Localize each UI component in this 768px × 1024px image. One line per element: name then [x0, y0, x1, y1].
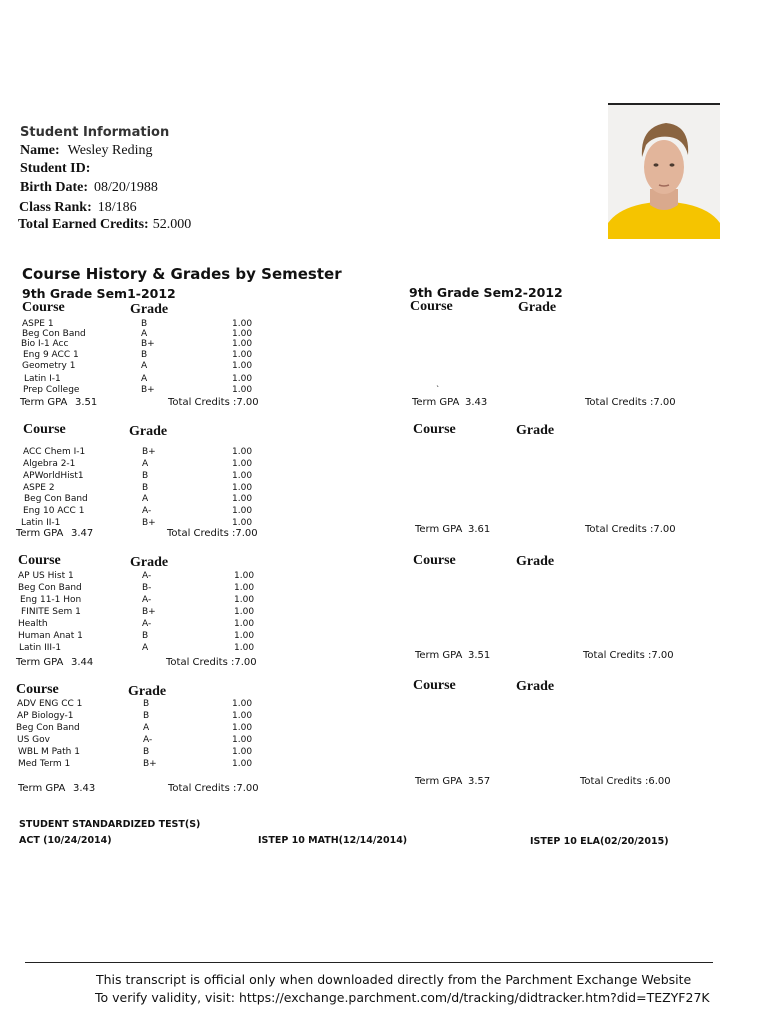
term-gpa-label: Term GPA [415, 776, 463, 787]
term-gpa-value: 3.57 [468, 776, 491, 787]
course-credit: 1.00 [232, 518, 253, 529]
class-rank-row [19, 200, 137, 216]
course-grade: B+ [142, 518, 156, 529]
total-credits: 52.000 [152, 217, 192, 232]
course-header: Course [18, 553, 61, 568]
total-credits: Total Credits :7.00 [583, 650, 674, 661]
course-grade: A [142, 494, 149, 505]
footer-divider [25, 962, 713, 963]
total-credits: Total Credits :7.00 [167, 528, 258, 539]
course-credit: 1.00 [232, 447, 253, 457]
course-grade: B+ [141, 339, 155, 350]
total-credits: Total Credits :7.00 [168, 783, 259, 794]
course-grade: A- [142, 571, 152, 581]
course-name: Beg Con Band [18, 582, 82, 593]
term-gpa-value: 3.43 [465, 397, 488, 408]
course-name: ASPE 2 [23, 482, 55, 493]
course-name: Bio I-1 Acc [21, 339, 69, 350]
student-photo [608, 103, 720, 239]
course-name: FINITE Sem 1 [21, 607, 81, 617]
grade-header: Grade [130, 555, 169, 570]
course-name: Eng 11-1 Hon [20, 595, 82, 605]
stray-mark: ˎ [436, 378, 440, 387]
course-credit: 1.00 [232, 361, 253, 372]
grade-header: Grade [516, 423, 555, 438]
tests-heading: STUDENT STANDARDIZED TEST(S) [19, 819, 201, 830]
course-grade: B [142, 470, 149, 481]
verify-link[interactable]: https://exchange.parchment.com/d/tracking/didtracker.htm?did=TEZYF27K [239, 990, 710, 1005]
course-grade: A [141, 373, 148, 384]
course-grade: B+ [142, 607, 156, 617]
course-grade: B [143, 747, 150, 758]
course-grade: A [143, 722, 150, 733]
semester-title-left: 9th Grade Sem1-2012 [22, 286, 176, 301]
birth-date-label: Birth Date: [20, 180, 89, 195]
total-credits-row [18, 217, 191, 233]
test-istep-ela: ISTEP 10 ELA(02/20/2015) [530, 836, 669, 847]
total-credits: Total Credits :7.00 [585, 397, 676, 408]
course-name: Geometry 1 [22, 361, 76, 372]
student-id-row [20, 161, 96, 177]
course-grade: A- [142, 595, 152, 605]
term-gpa-label: Term GPA [18, 783, 66, 794]
term-gpa-label: Term GPA [415, 524, 463, 535]
total-credits: Total Credits :7.00 [585, 524, 676, 535]
course-credit: 1.00 [232, 470, 253, 481]
course-grade: B [143, 699, 150, 709]
term-gpa-value: 3.51 [468, 650, 491, 661]
total-credits: Total Credits :6.00 [580, 776, 671, 787]
course-credit: 1.00 [232, 710, 253, 721]
course-grade: B+ [142, 447, 156, 457]
course-header: Course [413, 553, 456, 568]
class-rank-label: Class Rank: [19, 200, 92, 215]
student-name-row [20, 143, 152, 159]
course-name: Beg Con Band [24, 494, 88, 505]
course-grade: A- [142, 619, 152, 629]
course-credit: 1.00 [232, 319, 253, 329]
course-credit: 1.00 [232, 329, 253, 340]
course-credit: 1.00 [232, 349, 253, 360]
name-label: Name: [20, 143, 60, 158]
course-grade: A [142, 458, 149, 469]
grade-header: Grade [129, 424, 168, 439]
course-name: US Gov [17, 735, 50, 746]
course-name: Latin III-1 [19, 642, 62, 653]
course-credit: 1.00 [232, 735, 253, 746]
course-credit: 1.00 [232, 482, 253, 493]
course-credit: 1.00 [232, 699, 253, 709]
course-name: Latin I-1 [24, 373, 61, 384]
birth-date-row [20, 180, 158, 196]
course-credit: 1.00 [232, 506, 253, 517]
grade-header: Grade [128, 684, 167, 699]
student-info-heading: Student Information [20, 125, 170, 140]
course-history-title: Course History & Grades by Semester [22, 265, 342, 283]
course-name: ADV ENG CC 1 [17, 699, 83, 709]
test-act: ACT (10/24/2014) [19, 835, 112, 846]
course-name: Prep College [23, 385, 80, 396]
course-grade: B [142, 631, 149, 641]
course-credit: 1.00 [234, 619, 255, 629]
term-gpa-label: Term GPA [415, 650, 463, 661]
course-name: AP Biology-1 [17, 710, 74, 721]
test-istep-math: ISTEP 10 MATH(12/14/2014) [258, 835, 408, 846]
course-credit: 1.00 [232, 339, 253, 350]
footer-verify-line [95, 990, 710, 1005]
course-name: ACC Chem I-1 [23, 447, 86, 457]
course-name: APWorldHist1 [23, 470, 84, 481]
semester-title-right: 9th Grade Sem2-2012 [409, 285, 563, 300]
course-name: WBL M Path 1 [18, 747, 80, 758]
course-grade: B [143, 710, 150, 721]
class-rank: 18/186 [97, 200, 137, 215]
course-credit: 1.00 [234, 607, 255, 617]
course-grade: A [142, 642, 149, 653]
course-name: Algebra 2-1 [23, 458, 76, 469]
course-credit: 1.00 [232, 722, 253, 733]
course-grade: B+ [143, 758, 157, 769]
course-header: Course [22, 300, 65, 315]
course-grade: A [141, 361, 148, 372]
course-grade: B [141, 349, 148, 360]
course-name: AP US Hist 1 [18, 571, 74, 581]
term-gpa-value: 3.61 [468, 524, 491, 535]
grade-header: Grade [516, 679, 555, 694]
course-name: Eng 10 ACC 1 [23, 506, 85, 517]
course-grade: B- [142, 582, 152, 593]
course-grade: A- [143, 735, 153, 746]
course-credit: 1.00 [234, 571, 255, 581]
student-id-label: Student ID: [20, 161, 91, 176]
course-credit: 1.00 [232, 458, 253, 469]
verify-label: To verify validity, visit: [95, 990, 236, 1005]
grade-header: Grade [518, 300, 557, 315]
birth-date: 08/20/1988 [94, 180, 158, 195]
course-name: Beg Con Band [22, 329, 86, 340]
course-header: Course [410, 299, 453, 314]
course-grade: A [141, 329, 148, 340]
course-credit: 1.00 [232, 373, 253, 384]
grade-header: Grade [130, 302, 169, 317]
footer-official-note: This transcript is official only when downloaded directly from the Parchment Exchange Website [96, 972, 692, 987]
course-name: Human Anat 1 [18, 631, 83, 641]
course-grade: B [141, 319, 148, 329]
course-header: Course [413, 678, 456, 693]
course-credit: 1.00 [232, 385, 253, 396]
term-gpa-value: 3.47 [71, 528, 94, 539]
course-header: Course [16, 682, 59, 697]
course-header: Course [413, 422, 456, 437]
course-credit: 1.00 [234, 582, 255, 593]
term-gpa-value: 3.44 [71, 657, 94, 668]
course-name: Med Term 1 [18, 758, 71, 769]
total-credits: Total Credits :7.00 [168, 397, 259, 408]
course-name: Health [18, 619, 48, 629]
course-credit: 1.00 [234, 595, 255, 605]
course-credit: 1.00 [232, 494, 253, 505]
course-credit: 1.00 [232, 747, 253, 758]
term-gpa-label: Term GPA [412, 397, 460, 408]
course-name: Beg Con Band [16, 722, 80, 733]
term-gpa-label: Term GPA [16, 657, 64, 668]
course-credit: 1.00 [232, 758, 253, 769]
grade-header: Grade [516, 554, 555, 569]
course-name: Latin II-1 [21, 518, 61, 529]
course-grade: B+ [141, 385, 155, 396]
course-name: ASPE 1 [22, 319, 54, 329]
term-gpa-value: 3.43 [73, 783, 96, 794]
course-credit: 1.00 [234, 642, 255, 653]
term-gpa-label: Term GPA [16, 528, 64, 539]
course-header: Course [23, 422, 66, 437]
course-name: Eng 9 ACC 1 [23, 349, 79, 360]
total-credits: Total Credits :7.00 [166, 657, 257, 668]
term-gpa-value: 3.51 [75, 397, 98, 408]
course-credit: 1.00 [234, 631, 255, 641]
total-credits-label: Total Earned Credits: [18, 217, 149, 232]
course-grade: A- [142, 506, 152, 517]
student-name: Wesley Reding [67, 143, 153, 158]
term-gpa-label: Term GPA [20, 397, 68, 408]
course-grade: B [142, 482, 149, 493]
